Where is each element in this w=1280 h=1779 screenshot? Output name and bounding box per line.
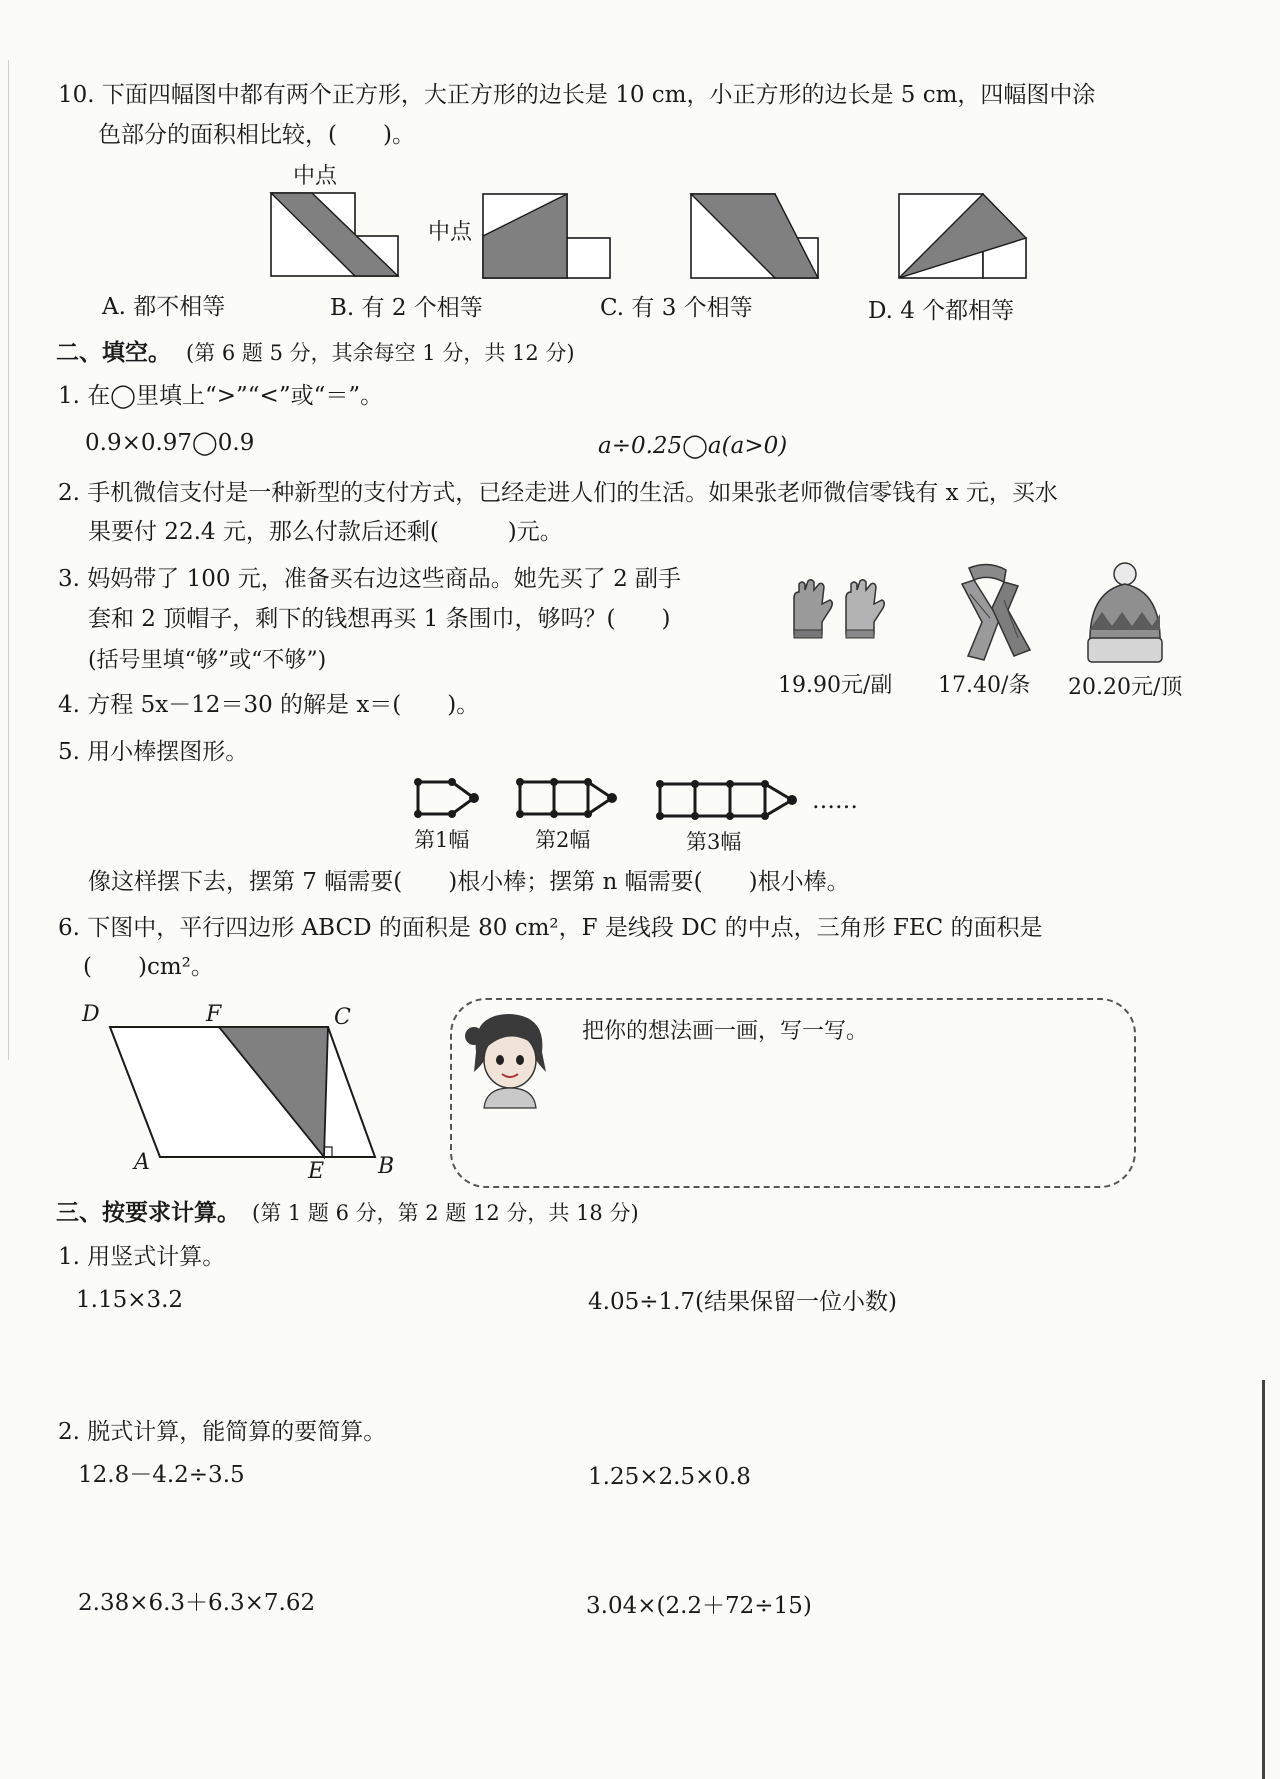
figure-1-joints (414, 778, 479, 818)
q5-label-1: 第1幅 (414, 828, 470, 852)
s2-q1-stem: 1. 在◯里填上“>”“<”或“＝”。 (58, 383, 384, 409)
q10-option-d: D. 4 个都相等 (868, 298, 1015, 324)
figure-2 (520, 782, 612, 814)
q10-figure-b (482, 192, 612, 280)
q10-figure-c (690, 192, 820, 280)
s3-q2-item-4: 3.04×(2.2＋72÷15) (586, 1593, 812, 1619)
point-label-d: D (82, 1002, 100, 1027)
s3-q1-right: 4.05÷1.7(结果保留一位小数) (588, 1289, 898, 1315)
s2-q2-line1: 2. 手机微信支付是一种新型的支付方式，已经走进人们的生活。如果张老师微信零钱有 x 元，买水 (58, 480, 1058, 506)
s3-q2-item-3: 2.38×6.3＋6.3×7.62 (78, 1590, 316, 1616)
figure-2-joints (516, 778, 617, 818)
q10-stem-line2: 色部分的面积相比较，( )。 (98, 122, 415, 148)
s2-q3-line1: 3. 妈妈带了 100 元，准备买右边这些商品。她先买了 2 副手 (58, 566, 682, 592)
s3-q1-stem: 1. 用竖式计算。 (58, 1244, 226, 1270)
bubble-prompt-text: 把你的想法画一画，写一写。 (582, 1019, 869, 1044)
s3-q2-item-2: 1.25×2.5×0.8 (588, 1464, 751, 1490)
s2-q2-line2: 果要付 22.4 元，那么付款后还剩( )元。 (88, 519, 563, 545)
q10-fig-label-midpoint-2: 中点 (428, 220, 473, 245)
q5-ellipsis: …… (812, 788, 858, 814)
q10-figure-a (270, 190, 400, 278)
s2-q3-line2: 套和 2 顶帽子，剩下的钱想再买 1 条围巾，够吗？( ) (88, 606, 671, 632)
q10-option-b: B. 有 2 个相等 (330, 295, 483, 321)
scan-right-edge (1262, 1380, 1265, 1779)
q5-stick-figures (410, 776, 880, 826)
s3-q1-left: 1.15×3.2 (76, 1287, 184, 1313)
s2-q1-left: 0.9×0.97◯0.9 (85, 430, 255, 456)
point-label-f: F (206, 1002, 222, 1027)
figure-3-joints (656, 780, 797, 820)
girl-avatar-icon (462, 1008, 558, 1108)
scan-left-margin-line (8, 60, 9, 1060)
q10-stem-line1: 10. 下面四幅图中都有两个正方形，大正方形的边长是 10 cm，小正方形的边长是 5 cm，四幅图中涂 (58, 82, 1096, 108)
s2-q4-stem: 4. 方程 5x－12＝30 的解是 x＝( )。 (58, 692, 480, 718)
q10-figure-d (898, 192, 1028, 280)
point-label-e: E (308, 1159, 325, 1184)
q10-option-c: C. 有 3 个相等 (600, 295, 753, 321)
point-label-a: A (134, 1150, 150, 1175)
q10-option-a: A. 都不相等 (102, 294, 226, 320)
q10-fig-label-midpoint-1: 中点 (293, 164, 338, 189)
parallelogram-figure (70, 995, 410, 1185)
q5-label-3: 第3幅 (686, 830, 742, 854)
hat-price: 20.20元/顶 (1068, 675, 1183, 700)
s2-q5-stem: 5. 用小棒摆图形。 (58, 739, 249, 765)
section3-title: 三、按要求计算。 (56, 1200, 240, 1226)
section3-note: (第 1 题 6 分，第 2 题 12 分，共 18 分) (252, 1201, 639, 1225)
s2-q3-line3: (括号里填“够”或“不够”) (88, 648, 327, 673)
figure-1 (418, 782, 474, 814)
s3-q2-stem: 2. 脱式计算，能简算的要简算。 (58, 1419, 387, 1445)
s2-q6-line2: ( )cm²。 (83, 954, 214, 980)
s2-q5-answer-line: 像这样摆下去，摆第 7 幅需要( )根小棒；摆第 n 幅需要( )根小棒。 (88, 869, 850, 895)
glove-price: 19.90元/副 (778, 673, 893, 698)
s2-q1-right: a÷0.25◯a(a>0) (598, 433, 788, 459)
s3-q2-item-1: 12.8－4.2÷3.5 (78, 1462, 245, 1488)
section2-note: (第 6 题 5 分，其余每空 1 分，共 12 分) (186, 341, 575, 365)
scarf-price: 17.40/条 (938, 673, 1031, 698)
small-square (567, 238, 610, 278)
figure-3 (660, 784, 792, 816)
scarf-icon (944, 560, 1034, 665)
gloves-icon (786, 578, 892, 648)
q5-label-2: 第2幅 (535, 828, 591, 852)
point-label-b: B (378, 1154, 395, 1179)
point-label-c: C (334, 1005, 351, 1030)
hat-icon (1084, 562, 1166, 666)
s2-q6-line1: 6. 下图中，平行四边形 ABCD 的面积是 80 cm²，F 是线段 DC 的中点，三角形 FEC 的面积是 (58, 915, 1043, 941)
section2-title: 二、填空。 (56, 340, 171, 366)
